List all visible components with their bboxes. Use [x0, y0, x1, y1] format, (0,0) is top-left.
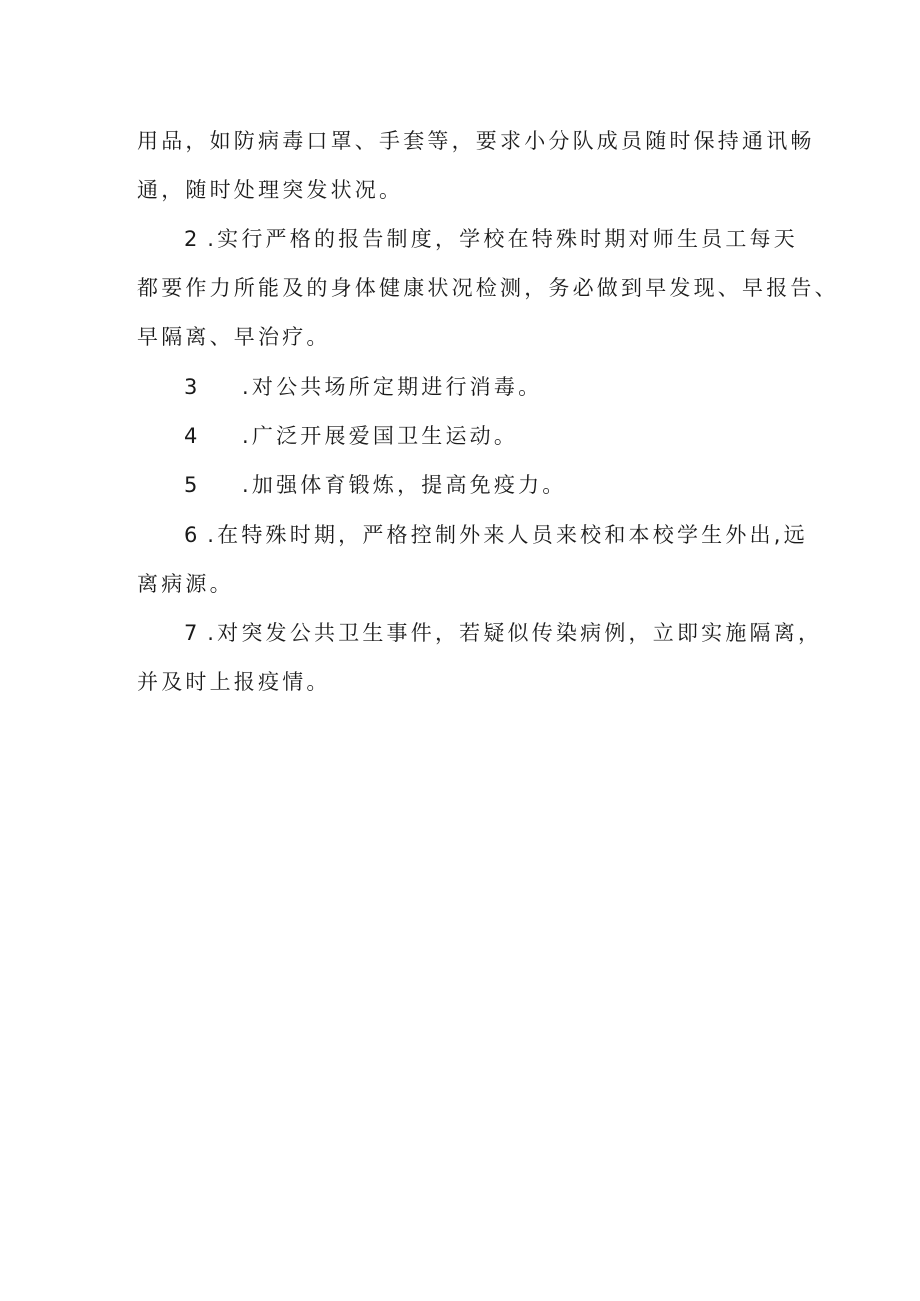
- item-number: 6: [184, 523, 198, 547]
- paragraph-line: 都要作力所能及的身体健康状况检测，务必做到早发现、早报告、: [137, 276, 839, 300]
- item-text: .实行严格的报告制度，学校在特殊时期对师生员工每天: [207, 227, 798, 251]
- paragraph-line: 用品，如防病毒口罩、手套等，要求小分队成员随时保持通讯畅: [137, 129, 815, 153]
- item-text: .对公共场所定期进行消毒。: [242, 375, 543, 399]
- paragraph-line: 早隔离、早治疗。: [137, 325, 331, 349]
- item-number: 4: [184, 424, 198, 448]
- list-item-5: [184, 472, 784, 498]
- list-item-7: [184, 620, 822, 646]
- item-text: .广泛开展爱国卫生运动。: [242, 424, 519, 448]
- paragraph-line: 通，随时处理突发状况。: [137, 178, 404, 202]
- item-text: .加强体育锻炼，提高免疫力。: [242, 473, 567, 497]
- paragraph-line: 并及时上报疫情。: [137, 670, 331, 694]
- list-item-4: [184, 423, 784, 449]
- item-text: .对突发公共卫生事件，若疑似传染病例，立即实施隔离，: [207, 621, 823, 645]
- item-number: 3: [184, 375, 198, 399]
- item-text: .在特殊时期，严格控制外来人员来校和本校学生外出,远: [207, 523, 808, 547]
- item-number: 2: [184, 227, 198, 251]
- list-item-2: [184, 226, 798, 252]
- item-number: 5: [184, 473, 198, 497]
- list-item-6: [184, 522, 808, 548]
- paragraph-line: 离病源。: [137, 572, 234, 596]
- list-item-3: [184, 374, 784, 400]
- item-number: 7: [184, 621, 198, 645]
